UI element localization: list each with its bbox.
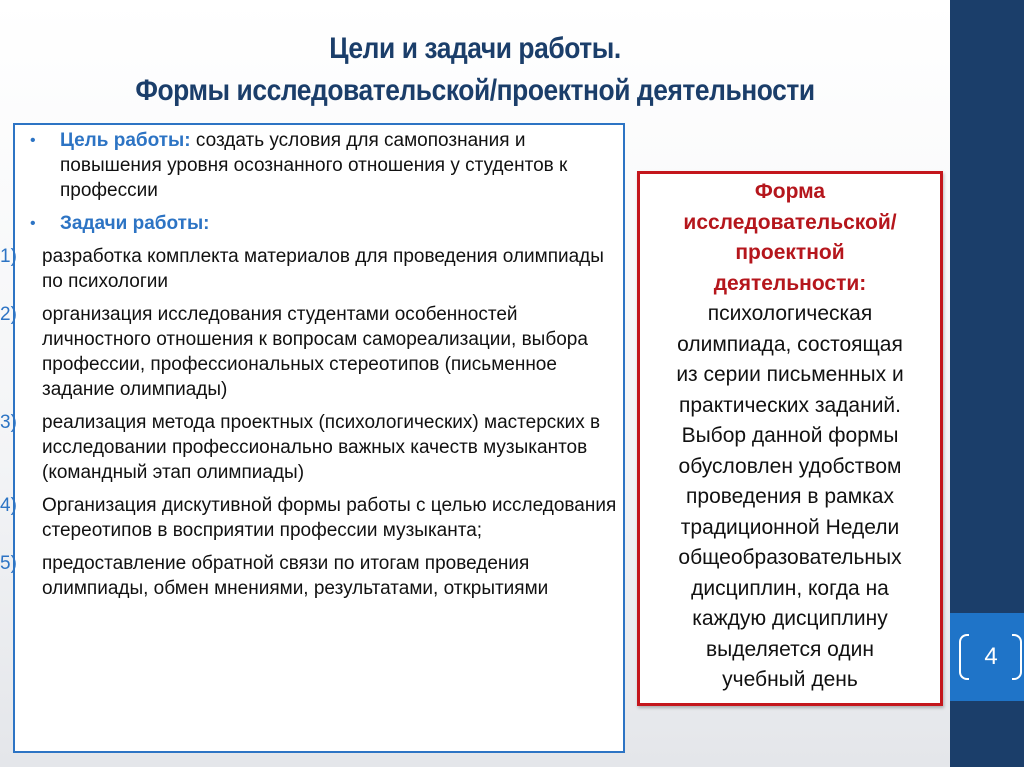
task-item-2 [0, 302, 628, 402]
left-bracket-icon [959, 634, 969, 680]
form-body-line: практических заданий. [678, 393, 901, 417]
form-body-line: общеобразовательных [678, 546, 902, 569]
form-body-line: психологическая [707, 302, 873, 325]
task-text: организация исследования студентами особенностей личностного отношения к вопросам самореализации, выбора профессии, профессиональных стереотипов (письменное задание олимпиады) [42, 304, 588, 400]
task-item-3 [0, 410, 628, 485]
title-line-1: Цели и задачи работы. [329, 32, 621, 65]
form-heading-line: исследовательской/ [683, 210, 897, 234]
goal-item [28, 128, 628, 203]
task-text: реализация метода проектных (психологических) мастерских в исследовании профессионально важных качеств музыкантов (командный этап олимпиады) [42, 412, 601, 483]
form-body-line: Выбор данной формы [681, 424, 899, 447]
right-bracket-icon [1012, 634, 1022, 680]
form-body-line: олимпиада, состоящая [677, 332, 903, 356]
form-body-line: выделяется один [706, 637, 874, 661]
goals-tasks-content [0, 128, 628, 609]
task-number: 1) [0, 246, 17, 267]
form-body-line: традиционной Недели [680, 515, 900, 539]
form-body-line: из серии письменных и [676, 363, 904, 386]
form-body-line: обусловлен удобством [678, 454, 902, 478]
tasks-heading-item [28, 211, 628, 236]
form-heading-line: деятельности: [713, 271, 867, 295]
title-line-2: Формы исследовательской/проектной деятельности [135, 74, 815, 107]
task-text: предоставление обратной связи по итогам проведения олимпиады, обмен мнениями, результатами, открытиями [42, 553, 549, 599]
form-body-line: дисциплин, когда на [691, 576, 889, 600]
form-body-line: учебный день [722, 668, 858, 691]
task-item-1 [0, 244, 628, 294]
form-heading-line: Форма [754, 180, 826, 203]
task-item-5 [0, 551, 628, 601]
form-heading-line: проектной [735, 241, 845, 264]
bullet-icon: • [30, 215, 36, 232]
slide-title [57, 28, 893, 112]
goal-text: создать условия для самопознания и повышения уровня осознанного отношения у студентов к профессии [60, 130, 568, 201]
bullet-icon: • [30, 132, 36, 149]
task-number: 4) [0, 495, 17, 516]
task-text: Организация дискутивной формы работы с целью исследования стереотипов в восприятии профессии музыканта; [42, 495, 617, 541]
task-number: 5) [0, 553, 17, 574]
page-number: 4 [984, 643, 998, 670]
task-number: 3) [0, 412, 17, 433]
task-item-4 [0, 493, 628, 543]
form-body-line: проведения в рамках [686, 485, 894, 508]
form-body-line: каждую дисциплину [692, 607, 888, 630]
activity-form-content [645, 177, 935, 696]
task-number: 2) [0, 304, 17, 325]
tasks-label: Задачи работы: [60, 213, 210, 234]
goal-label: Цель работы: [60, 130, 191, 151]
task-text: разработка комплекта материалов для проведения олимпиады по психологии [42, 246, 604, 292]
